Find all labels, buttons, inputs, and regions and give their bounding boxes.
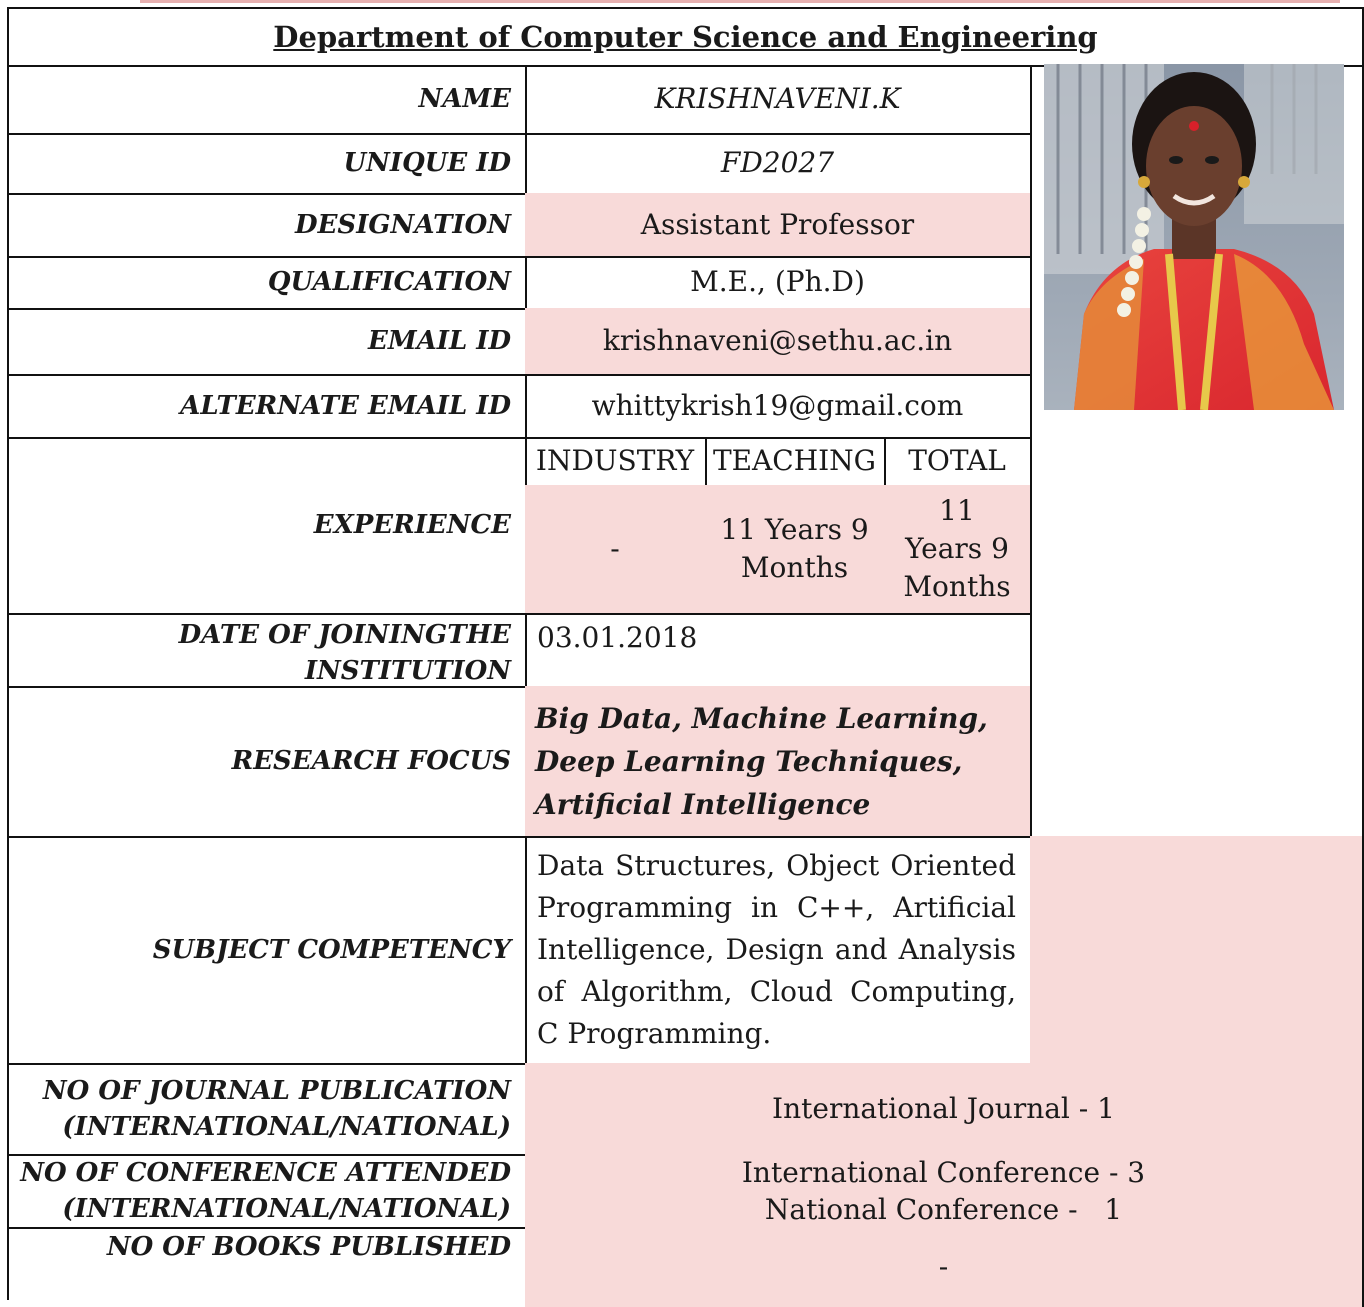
conference-line: International Conference - 3 (741, 1155, 1146, 1189)
email-label: EMAIL ID (9, 308, 527, 376)
experience-label: EXPERIENCE (9, 437, 527, 615)
unique-id-value: FD2027 (525, 133, 1032, 195)
page-title: Department of Computer Science and Engineering (7, 7, 1364, 67)
subject-extra-cell (1030, 836, 1364, 1065)
subject-label: SUBJECT COMPETENCY (9, 836, 527, 1065)
qualification-value: M.E., (Ph.D) (525, 256, 1032, 310)
experience-teaching-value: 11 Years 9 Months (705, 485, 886, 615)
research-line: Artificial Intelligence (535, 787, 871, 821)
journals-value: International Journal - 1 (525, 1063, 1364, 1156)
profile-photo (1044, 64, 1344, 410)
joining-label: DATE OF JOININGTHE INSTITUTION (9, 613, 527, 688)
experience-col-total: TOTAL (884, 437, 1032, 487)
joining-value: 03.01.2018 (525, 613, 1032, 688)
research-value (525, 686, 1032, 838)
designation-value: Assistant Professor (525, 193, 1032, 258)
email-value: krishnaveni@sethu.ac.in (525, 308, 1032, 376)
research-line: Big Data, Machine Learning, (535, 701, 988, 735)
name-label: NAME (9, 65, 527, 135)
journals-label: NO OF JOURNAL PUBLICATION (INTERNATIONAL/NATIONAL) (9, 1063, 527, 1156)
research-line: Deep Learning Techniques, (535, 744, 963, 778)
experience-col-teaching: TEACHING (705, 437, 886, 487)
conferences-value (525, 1154, 1364, 1229)
designation-label: DESIGNATION (9, 193, 527, 258)
experience-industry-value: - (525, 485, 707, 615)
subject-value: Data Structures, Object Oriented Programming in C++, Artificial Intelligence, Design and Analysis of Algorithm, Cloud Computing, C Programming. (525, 836, 1032, 1065)
experience-col-industry: INDUSTRY (525, 437, 707, 487)
books-value: - (525, 1227, 1364, 1307)
conference-line: National Conference - 1 (764, 1192, 1123, 1226)
books-label: NO OF BOOKS PUBLISHED (9, 1227, 527, 1307)
experience-total-value: 11 Years 9 Months (884, 485, 1032, 615)
qualification-label: QUALIFICATION (9, 256, 527, 310)
research-label: RESEARCH FOCUS (9, 686, 527, 838)
top-rule (140, 0, 1340, 3)
unique-id-label: UNIQUE ID (9, 133, 527, 195)
alt-email-label: ALTERNATE EMAIL ID (9, 374, 527, 439)
name-value: KRISHNAVENI.K (525, 65, 1032, 135)
conferences-label: NO OF CONFERENCE ATTENDED (INTERNATIONAL/NATIONAL) (9, 1154, 527, 1229)
alt-email-value: whittykrish19@gmail.com (525, 374, 1032, 439)
